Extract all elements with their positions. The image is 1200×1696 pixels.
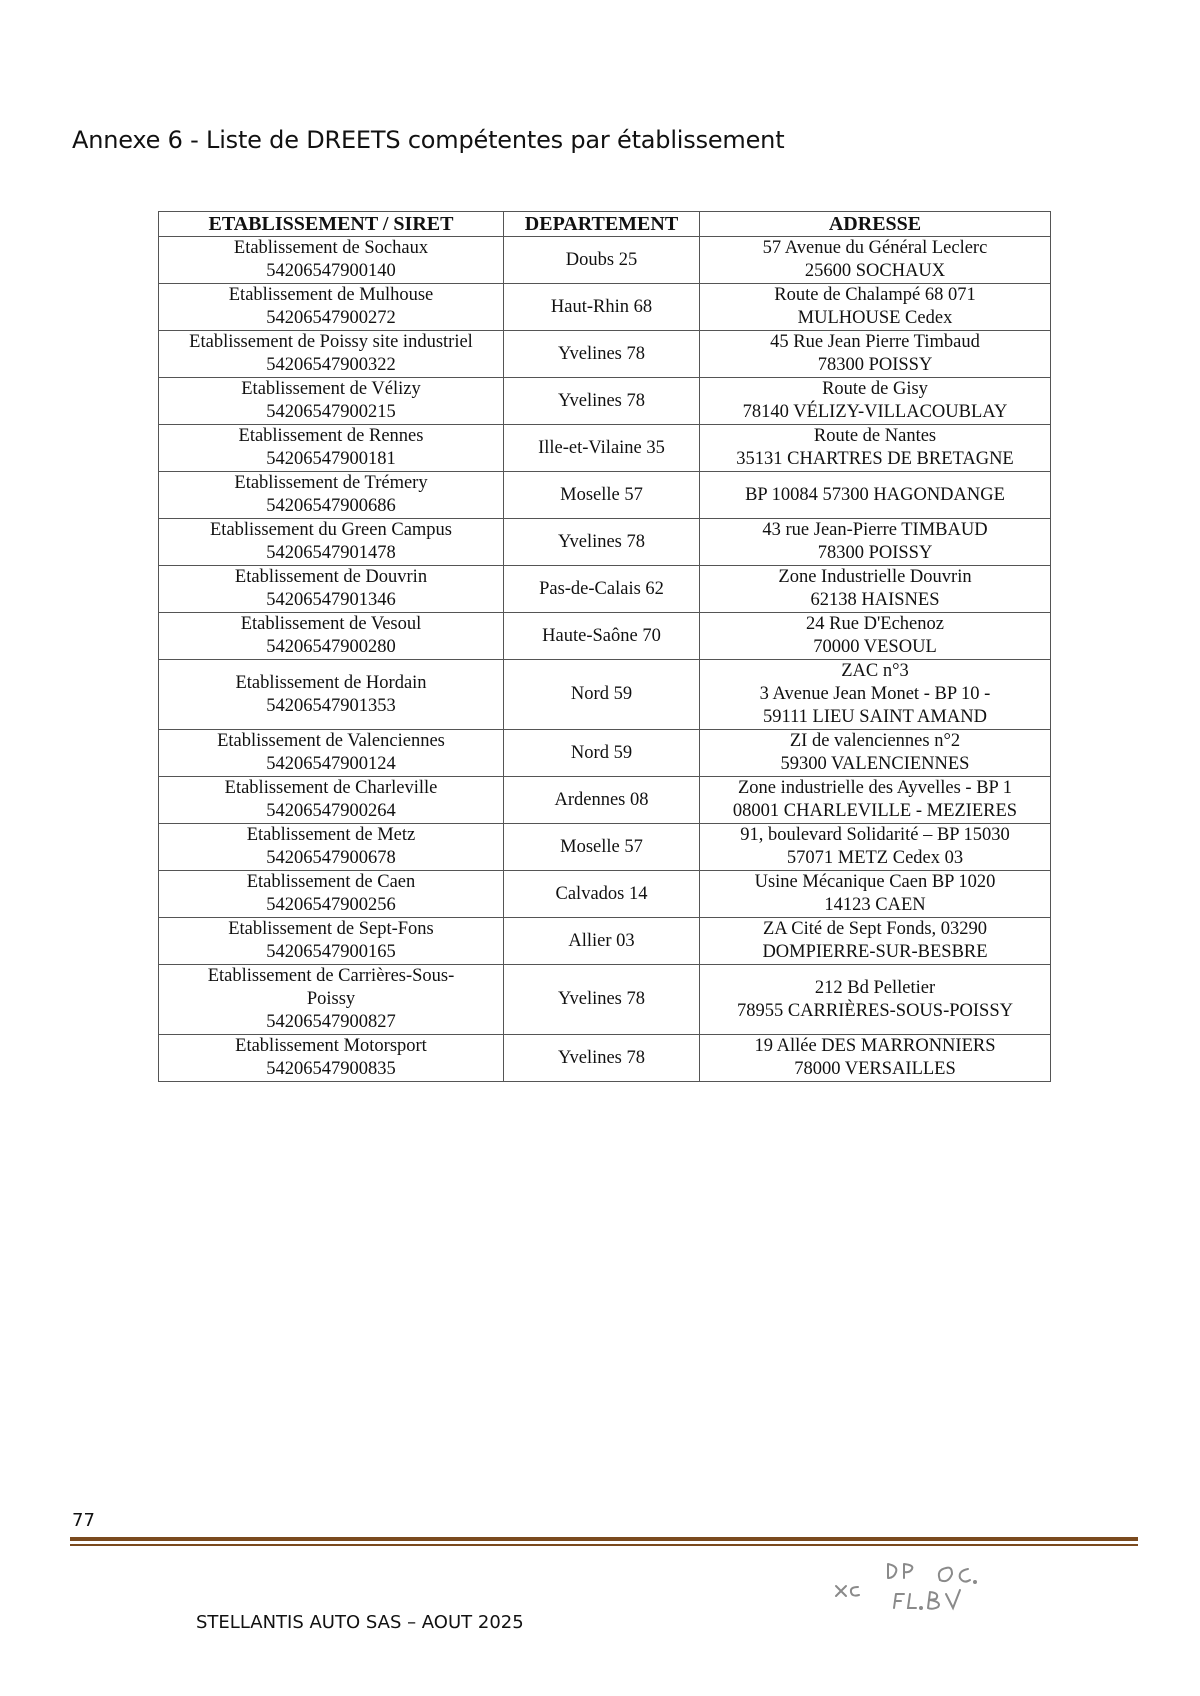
cell-etablissement: Etablissement de Sept-Fons 54206547900165	[159, 918, 504, 965]
cell-etablissement: Etablissement de Trémery 54206547900686	[159, 472, 504, 519]
cell-adresse: 19 Allée DES MARRONNIERS 78000 VERSAILLES	[700, 1035, 1051, 1082]
header-adresse: ADRESSE	[700, 212, 1051, 237]
dreets-table	[158, 211, 1051, 1082]
cell-etablissement: Etablissement de Poissy site industriel 54206547900322	[159, 331, 504, 378]
cell-etablissement: Etablissement de Vélizy 54206547900215	[159, 378, 504, 425]
cell-etablissement: Etablissement de Sochaux 54206547900140	[159, 237, 504, 284]
cell-departement: Calvados 14	[504, 871, 700, 918]
cell-adresse: Zone Industrielle Douvrin 62138 HAISNES	[700, 566, 1051, 613]
footer-rule-thin	[70, 1544, 1138, 1546]
table-row	[159, 730, 1051, 777]
cell-etablissement: Etablissement de Caen 54206547900256	[159, 871, 504, 918]
table-row	[159, 331, 1051, 378]
cell-departement: Nord 59	[504, 730, 700, 777]
header-departement: DEPARTEMENT	[504, 212, 700, 237]
cell-etablissement: Etablissement de Vesoul 54206547900280	[159, 613, 504, 660]
cell-adresse: Route de Gisy 78140 VÉLIZY-VILLACOUBLAY	[700, 378, 1051, 425]
cell-departement: Yvelines 78	[504, 519, 700, 566]
cell-departement: Moselle 57	[504, 472, 700, 519]
table-row	[159, 425, 1051, 472]
table-row	[159, 566, 1051, 613]
table-row	[159, 378, 1051, 425]
cell-adresse: Route de Chalampé 68 071 MULHOUSE Cedex	[700, 284, 1051, 331]
cell-adresse: 212 Bd Pelletier 78955 CARRIÈRES-SOUS-POISSY	[700, 965, 1051, 1035]
cell-departement: Ardennes 08	[504, 777, 700, 824]
cell-departement: Ille-et-Vilaine 35	[504, 425, 700, 472]
cell-etablissement: Etablissement de Metz 54206547900678	[159, 824, 504, 871]
table-row	[159, 918, 1051, 965]
table-row	[159, 660, 1051, 730]
cell-adresse: ZA Cité de Sept Fonds, 03290 DOMPIERRE-SUR-BESBRE	[700, 918, 1051, 965]
table-row	[159, 824, 1051, 871]
cell-departement: Pas-de-Calais 62	[504, 566, 700, 613]
cell-adresse: ZAC n°3 3 Avenue Jean Monet - BP 10 - 59111 LIEU SAINT AMAND	[700, 660, 1051, 730]
cell-adresse: Zone industrielle des Ayvelles - BP 1 08001 CHARLEVILLE - MEZIERES	[700, 777, 1051, 824]
cell-departement: Yvelines 78	[504, 965, 700, 1035]
table-row	[159, 284, 1051, 331]
cell-adresse: 43 rue Jean-Pierre TIMBAUD 78300 POISSY	[700, 519, 1051, 566]
cell-etablissement: Etablissement du Green Campus 54206547901478	[159, 519, 504, 566]
cell-etablissement: Etablissement de Mulhouse 54206547900272	[159, 284, 504, 331]
cell-adresse: 91, boulevard Solidarité – BP 15030 57071 METZ Cedex 03	[700, 824, 1051, 871]
table-row	[159, 472, 1051, 519]
cell-etablissement: Etablissement de Valenciennes 54206547900124	[159, 730, 504, 777]
table-header-row	[159, 212, 1051, 237]
cell-adresse: Route de Nantes 35131 CHARTRES DE BRETAGNE	[700, 425, 1051, 472]
table-row	[159, 613, 1051, 660]
table-row	[159, 871, 1051, 918]
cell-etablissement: Etablissement Motorsport 54206547900835	[159, 1035, 504, 1082]
cell-departement: Allier 03	[504, 918, 700, 965]
cell-etablissement: Etablissement de Carrières-Sous- Poissy 54206547900827	[159, 965, 504, 1035]
cell-adresse: Usine Mécanique Caen BP 1020 14123 CAEN	[700, 871, 1051, 918]
cell-departement: Haut-Rhin 68	[504, 284, 700, 331]
table-row	[159, 1035, 1051, 1082]
cell-departement: Yvelines 78	[504, 1035, 700, 1082]
cell-departement: Nord 59	[504, 660, 700, 730]
table-row	[159, 777, 1051, 824]
cell-etablissement: Etablissement de Rennes 54206547900181	[159, 425, 504, 472]
cell-departement: Moselle 57	[504, 824, 700, 871]
cell-departement: Doubs 25	[504, 237, 700, 284]
cell-etablissement: Etablissement de Douvrin 54206547901346	[159, 566, 504, 613]
cell-departement: Haute-Saône 70	[504, 613, 700, 660]
page-title: Annexe 6 - Liste de DREETS compétentes par établissement	[72, 126, 785, 154]
page-number: 77	[72, 1510, 95, 1531]
footer-rule-thick	[70, 1537, 1138, 1541]
table-row	[159, 519, 1051, 566]
cell-adresse: 57 Avenue du Général Leclerc 25600 SOCHAUX	[700, 237, 1051, 284]
cell-departement: Yvelines 78	[504, 331, 700, 378]
cell-etablissement: Etablissement de Hordain 54206547901353	[159, 660, 504, 730]
cell-departement: Yvelines 78	[504, 378, 700, 425]
cell-adresse: 24 Rue D'Echenoz 70000 VESOUL	[700, 613, 1051, 660]
cell-adresse: ZI de valenciennes n°2 59300 VALENCIENNES	[700, 730, 1051, 777]
cell-adresse: 45 Rue Jean Pierre Timbaud 78300 POISSY	[700, 331, 1051, 378]
cell-etablissement: Etablissement de Charleville 54206547900264	[159, 777, 504, 824]
table-row	[159, 965, 1051, 1035]
cell-adresse: BP 10084 57300 HAGONDANGE	[700, 472, 1051, 519]
handwritten-initials	[828, 1556, 1018, 1616]
table-row	[159, 237, 1051, 284]
footer-text: STELLANTIS AUTO SAS – AOUT 2025	[196, 1612, 524, 1633]
header-etablissement: ETABLISSEMENT / SIRET	[159, 212, 504, 237]
